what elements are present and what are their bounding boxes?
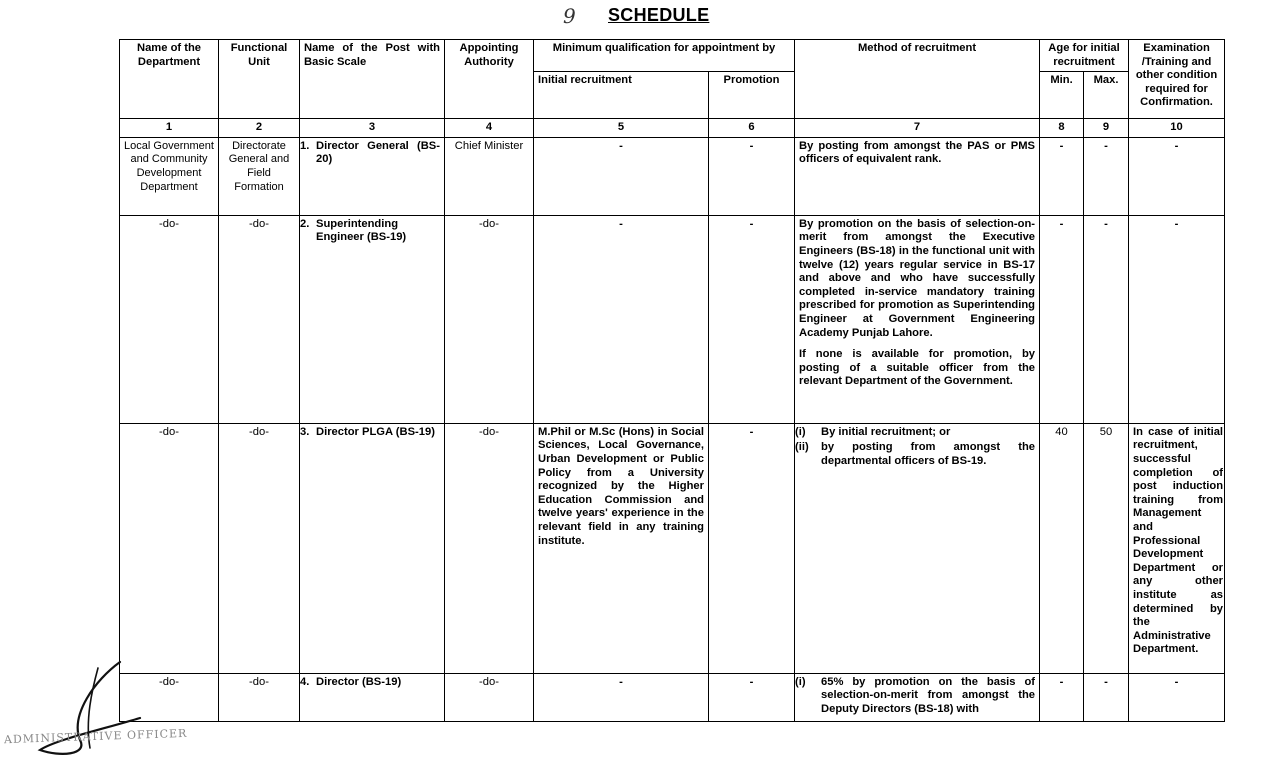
cell-post	[300, 215, 445, 423]
method-item-text: by posting from amongst the departmental officers of BS-19.	[821, 441, 1036, 467]
cell-age-max: -	[1084, 137, 1129, 215]
method-item	[795, 425, 1035, 440]
cell-department: Local Government and Community Development Department	[120, 137, 219, 215]
stamp-text: ADMINISTRATIVE OFFICER	[3, 726, 188, 747]
cell-department: -do-	[120, 673, 219, 721]
col-num: 3	[300, 119, 445, 138]
cell-exam: -	[1129, 215, 1225, 423]
cell-authority: -do-	[445, 423, 534, 673]
post-title: Superintending Engineer (BS-19)	[316, 217, 407, 244]
cell-age-min: -	[1040, 137, 1084, 215]
cell-department: -do-	[120, 423, 219, 673]
col-num: 8	[1040, 119, 1084, 138]
post-number: 4.	[300, 675, 310, 688]
method-item-number: (ii)	[795, 441, 809, 454]
method-text: By posting from amongst the PAS or PMS officers of equivalent rank.	[799, 139, 1036, 166]
header-method: Method of recruitment	[795, 40, 1040, 119]
cell-initial: -	[534, 215, 709, 423]
col-num: 1	[120, 119, 219, 138]
cell-promotion: -	[709, 137, 795, 215]
schedule-table	[119, 39, 1225, 722]
header-initial: Initial recruitment	[534, 72, 709, 119]
col-num: 9	[1084, 119, 1129, 138]
header-promotion: Promotion	[709, 72, 795, 119]
cell-authority: Chief Minister	[445, 137, 534, 215]
post-number: 1.	[300, 139, 310, 152]
cell-promotion: -	[709, 673, 795, 721]
post-title: Director PLGA (BS-19)	[316, 425, 435, 438]
cell-method	[795, 137, 1040, 215]
cell-promotion: -	[709, 423, 795, 673]
page-title: SCHEDULE	[608, 5, 710, 25]
header-unit: Functional Unit	[219, 40, 300, 119]
column-number-row	[120, 119, 1225, 138]
col-num: 4	[445, 119, 534, 138]
page-marker: 9	[563, 4, 576, 28]
cell-authority: -do-	[445, 673, 534, 721]
cell-exam: In case of initial recruitment, successful completion of post induction training from Management and Professional Development Department or any other institute as determined by the Administrative Department.	[1129, 423, 1225, 673]
cell-exam: -	[1129, 137, 1225, 215]
col-num: 10	[1129, 119, 1225, 138]
table-row	[120, 215, 1225, 423]
post-number: 3.	[300, 425, 310, 438]
col-num: 2	[219, 119, 300, 138]
method-text: By promotion on the basis of selection-on-merit from amongst the Executive Engineers (BS-18) in the functional unit with twelve (12) years regular service in BS-17 and above and who have successfully completed in-service mandatory training prescribed for promotion as Superintending Engineer at Government Engineering Academy Punjab Lahore.	[799, 217, 1036, 339]
cell-age-min: -	[1040, 673, 1084, 721]
method-item-number: (i)	[795, 425, 806, 438]
cell-age-max: 50	[1084, 423, 1129, 673]
cell-unit: -do-	[219, 673, 300, 721]
header-row	[120, 40, 1225, 72]
header-authority: Appointing Authority	[445, 40, 534, 119]
cell-unit: -do-	[219, 215, 300, 423]
cell-unit: -do-	[219, 423, 300, 673]
cell-initial: M.Phil or M.Sc (Hons) in Social Sciences, Local Governance, Urban Development or Public Policy from a University recognized by the Higher Education Commission and twelve years' experience in the relevant field in any training institute.	[534, 423, 709, 673]
cell-unit: Directorate General and Field Formation	[219, 137, 300, 215]
cell-promotion: -	[709, 215, 795, 423]
cell-post	[300, 423, 445, 673]
cell-age-max: -	[1084, 215, 1129, 423]
col-num: 5	[534, 119, 709, 138]
cell-initial: -	[534, 137, 709, 215]
post-title: Director (BS-19)	[316, 675, 402, 688]
cell-method	[795, 673, 1040, 721]
header-age: Age for initial recruitment	[1040, 40, 1129, 72]
header-min-qualification: Minimum qualification for appointment by	[534, 40, 795, 72]
col-num: 6	[709, 119, 795, 138]
post-title: Director General (BS-20)	[316, 139, 440, 166]
table-row	[120, 423, 1225, 673]
cell-post	[300, 137, 445, 215]
table-row	[120, 137, 1225, 215]
method-item-text: 65% by promotion on the basis of selection-on-merit from amongst the Deputy Directors (BS-18) with	[821, 675, 1036, 715]
col-num: 7	[795, 119, 1040, 138]
method-item-number: (i)	[795, 675, 806, 688]
method-text: If none is available for promotion, by posting of a suitable officer from the relevant Department of the Government.	[799, 348, 1036, 388]
cell-method	[795, 215, 1040, 423]
post-number: 2.	[300, 217, 310, 230]
header-department: Name of the Department	[120, 40, 219, 119]
cell-post	[300, 673, 445, 721]
cell-initial: -	[534, 673, 709, 721]
cell-exam: -	[1129, 673, 1225, 721]
header-post: Name of the Post with Basic Scale	[300, 40, 445, 119]
cell-age-min: 40	[1040, 423, 1084, 673]
cell-authority: -do-	[445, 215, 534, 423]
method-item-text: By initial recruitment; or	[821, 425, 951, 438]
cell-method	[795, 423, 1040, 673]
header-age-max: Max.	[1084, 72, 1129, 119]
method-item	[795, 675, 1036, 717]
cell-department: -do-	[120, 215, 219, 423]
header-exam: Examination /Training and other condition required for Confirmation.	[1129, 40, 1225, 119]
cell-age-min: -	[1040, 215, 1084, 423]
header-age-min: Min.	[1040, 72, 1084, 119]
cell-age-max: -	[1084, 673, 1129, 721]
method-item	[795, 441, 1036, 468]
table-row	[120, 673, 1225, 721]
